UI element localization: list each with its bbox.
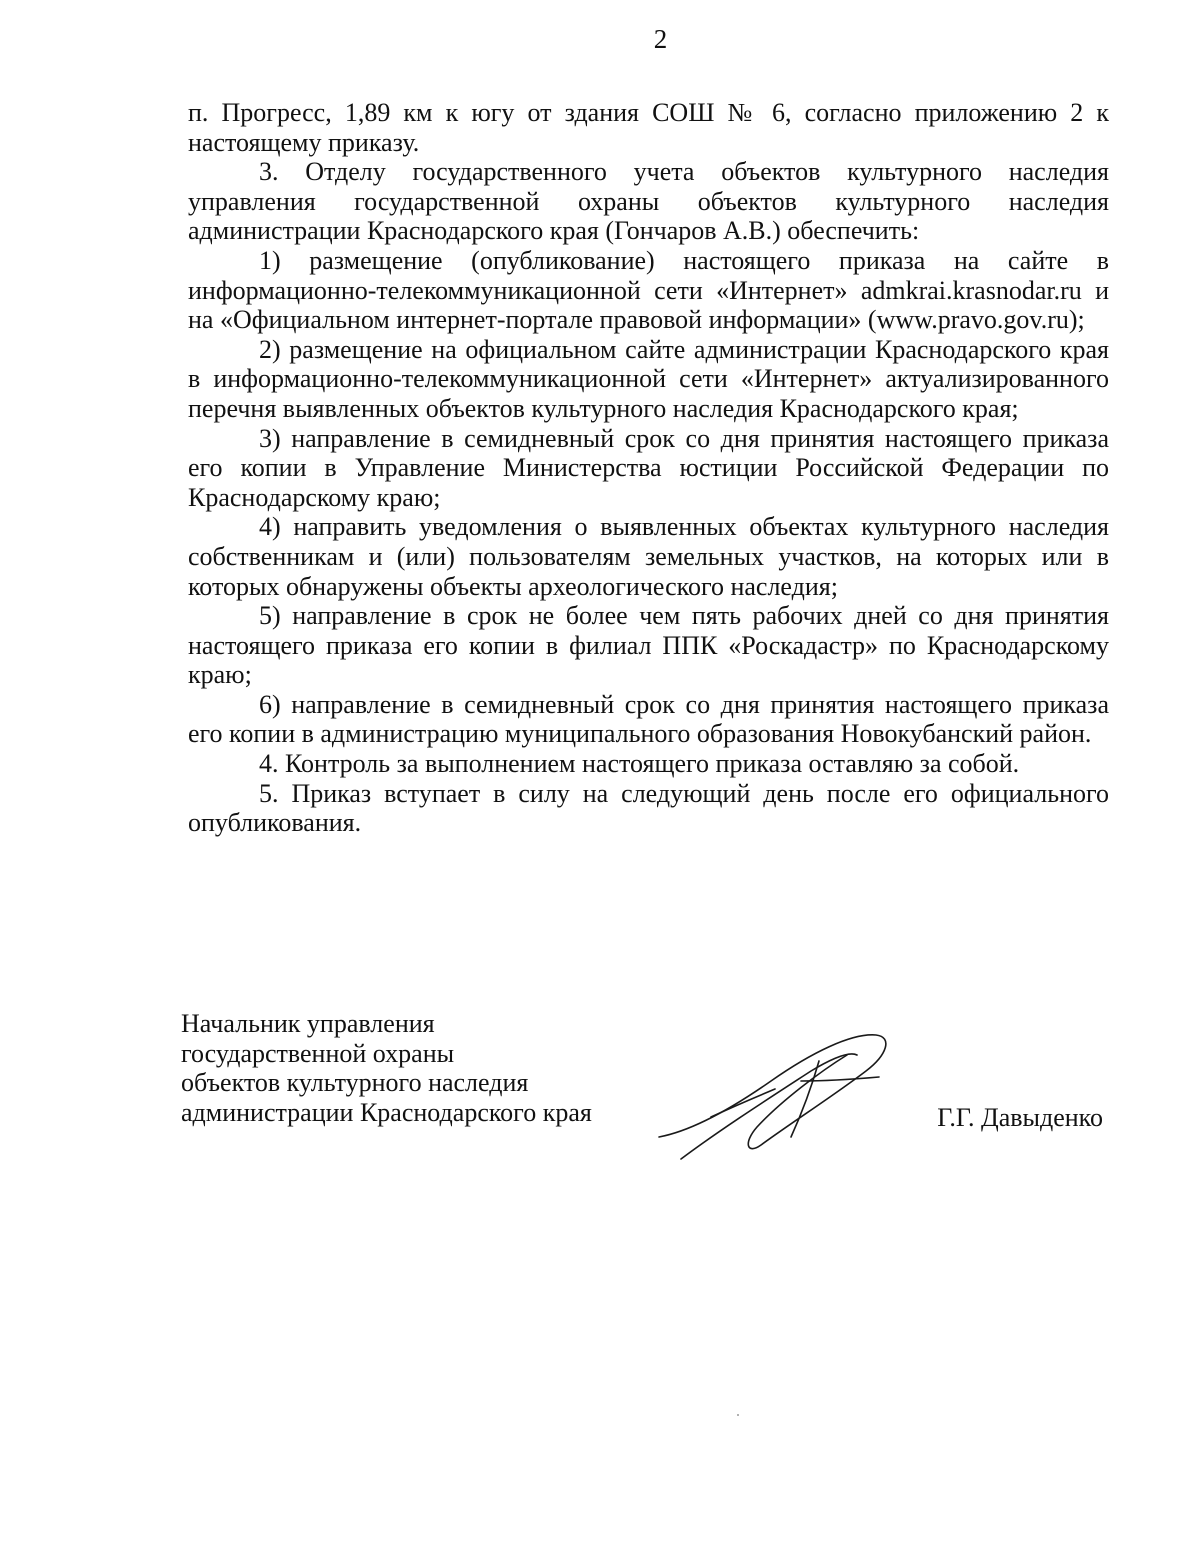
paragraph-item-4: 4. Контроль за выполнением настоящего приказа оставляю за собой. <box>259 749 1020 779</box>
paragraph-subitem-3: 3) направление в семидневный срок со дня принятия настоящего приказа его копии в Управление Министерства юстиции Российской Федерации по Краснодарскому краю; <box>188 423 1109 512</box>
paragraph-item-5: 5. Приказ вступает в силу на следующий день после его официального опубликования. <box>188 778 1109 838</box>
paragraph-subitem-1: 1) размещение (опубликование) настоящего приказа на сайте в информационно-телекоммуникационной сети «Интернет» admkrai.krasnodar.ru и на «Официальном интернет-портале правовой информации» (www.pravo.gov.ru); <box>188 245 1109 335</box>
page-number: 2 <box>653 24 668 54</box>
paragraph-continuation: п. Прогресс, 1,89 км к югу от здания СОШ № 6, согласно приложению 2 к настоящему приказу. <box>188 98 1109 157</box>
paragraph-subitem-5: 5) направление в срок не более чем пять рабочих дней со дня принятия настоящего приказа его копии в филиал ППК «Роскадастр» по Краснодарскому краю; <box>188 601 1109 690</box>
document-body <box>188 98 1109 838</box>
signature-stroke <box>791 1061 819 1137</box>
paragraph-subitem-2: 2) размещение на официальном сайте администрации Краснодарского края в информационно-телекоммуникационной сети «Интернет» актуализированного перечня выявленных объектов культурного наследия Краснодарского края; <box>188 334 1109 423</box>
signer-title-line: Начальник управления <box>181 1009 435 1038</box>
paragraph-item-3: 3. Отделу государственного учета объектов культурного наследия управления государственной охраны объектов культурного наследия администрации Краснодарского края (Гончаров А.В.) обеспечить: <box>188 157 1109 246</box>
signer-title-line: администрации Краснодарского края <box>181 1097 592 1127</box>
signature-stroke <box>681 1054 857 1159</box>
handwritten-signature <box>651 1019 911 1169</box>
signer-title-line: объектов культурного наследия <box>181 1068 529 1097</box>
signature-stroke <box>659 1035 886 1149</box>
signer-title-line: государственной охраны <box>181 1038 455 1068</box>
signature-block <box>181 1009 1111 1169</box>
signature-stroke <box>711 1089 775 1117</box>
signer-name: Г.Г. Давыденко <box>937 1103 1103 1132</box>
scan-artifact <box>737 1414 739 1416</box>
signer-title <box>181 1009 592 1127</box>
paragraph-subitem-4: 4) направить уведомления о выявленных объектах культурного наследия собственникам и (или) пользователям земельных участков, на которых или в которых обнаружены объекты археологического наследия; <box>188 512 1109 601</box>
paragraph-subitem-6: 6) направление в семидневный срок со дня принятия настоящего приказа его копии в администрацию муниципального образования Новокубанский район. <box>188 689 1109 749</box>
